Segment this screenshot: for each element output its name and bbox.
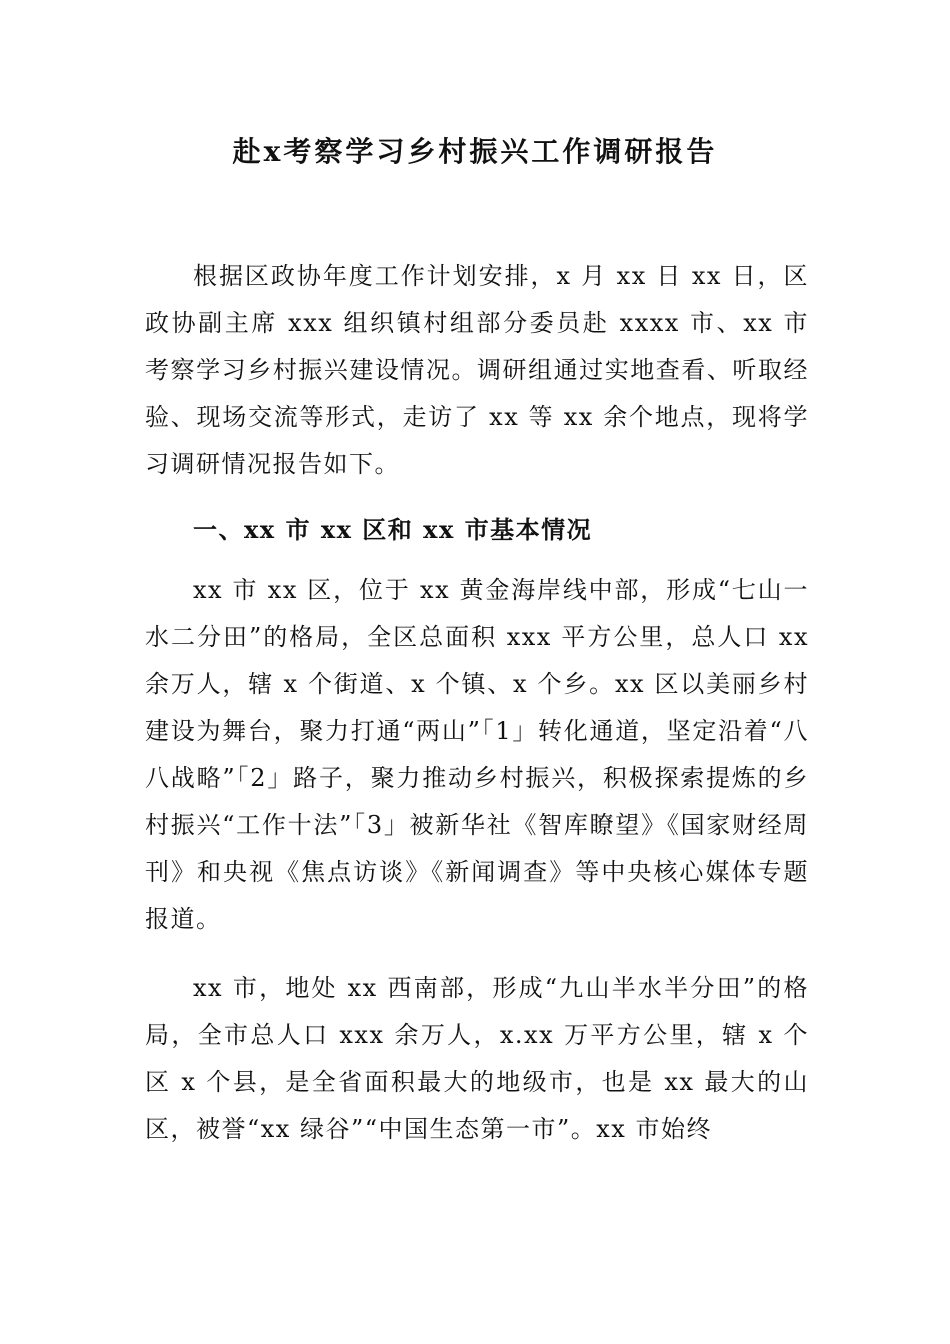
section1-paragraph-1: xx 市 xx 区，位于 xx 黄金海岸线中部，形成“七山一水二分田”的格局，全区总面积 xxx 平方公里，总人口 xx 余万人，辖 x 个街道、x 个镇、x 个乡。xx 区以美丽乡村建设为舞台，聚力打通“两山”「1」转化通道，坚定沿着“八八战略”「2」路子，聚力推动乡村振兴，积极探索提炼的乡村振兴“工作十法”「3」被新华社《智库瞭望》《国家财经周刊》和央视《焦点访谈》《新闻调查》等中央核心媒体专题报道。: [145, 576, 809, 933]
document-body: [145, 253, 809, 1153]
section1-paragraph-2: xx 市，地处 xx 西南部，形成“九山半水半分田”的格局，全市总人口 xxx 余万人，x.xx 万平方公里，辖 x 个区 x 个县，是全省面积最大的地级市，也是 xx 最大的山区，被誉“xx 绿谷”“中国生态第一市”。xx 市始终: [145, 974, 809, 1143]
section-heading-1: 一、xx 市 xx 区和 xx 市基本情况: [193, 515, 593, 544]
document-title: 赴x考察学习乡村振兴工作调研报告: [232, 135, 718, 168]
intro-paragraph: 根据区政协年度工作计划安排，x 月 xx 日 xx 日，区政协副主席 xxx 组织镇村组部分委员赴 xxxx 市、xx 市考察学习乡村振兴建设情况。调研组通过实地查看、听取经验、现场交流等形式，走访了 xx 等 xx 余个地点，现将学习调研情况报告如下。: [145, 262, 809, 478]
